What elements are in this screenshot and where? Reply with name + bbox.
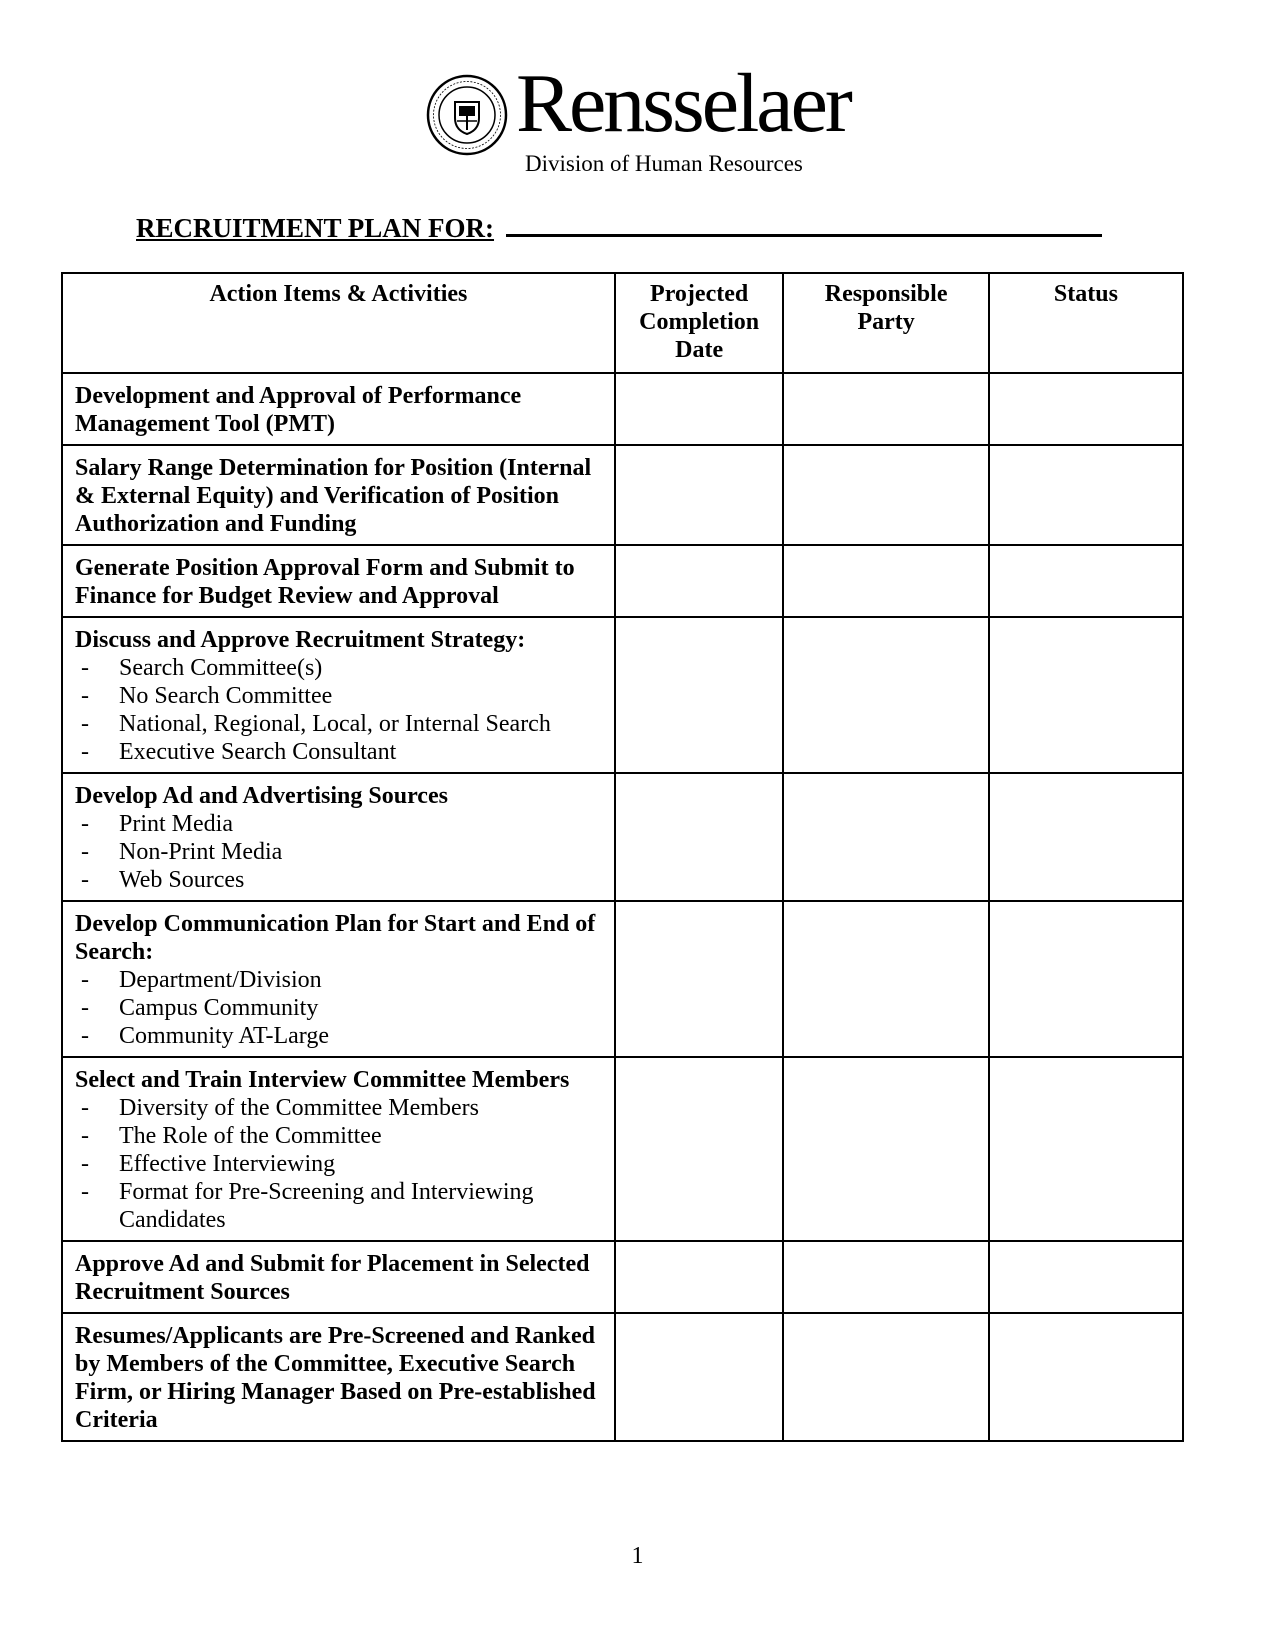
completion-date-cell[interactable] bbox=[615, 373, 784, 445]
action-item-title: Salary Range Determination for Position (Internal & External Equity) and Verification of Position Authorization and Funding bbox=[75, 455, 592, 537]
status-cell[interactable] bbox=[989, 617, 1183, 773]
activity-list bbox=[75, 1094, 604, 1234]
action-item-cell bbox=[62, 901, 615, 1057]
table-row bbox=[62, 445, 1183, 545]
action-item-cell bbox=[62, 445, 615, 545]
status-cell[interactable] bbox=[989, 1313, 1183, 1441]
action-item-cell bbox=[62, 545, 615, 617]
status-cell[interactable] bbox=[989, 773, 1183, 901]
action-item-cell bbox=[62, 1057, 615, 1241]
table-row bbox=[62, 617, 1183, 773]
completion-date-cell[interactable] bbox=[615, 445, 784, 545]
completion-date-cell[interactable] bbox=[615, 1313, 784, 1441]
action-item-cell bbox=[62, 617, 615, 773]
action-item-title: Develop Ad and Advertising Sources bbox=[75, 783, 448, 809]
list-item: - No Search Committee bbox=[75, 682, 604, 710]
table-row bbox=[62, 545, 1183, 617]
table-body bbox=[62, 373, 1183, 1441]
list-item: - Non-Print Media bbox=[75, 838, 604, 866]
action-item-title: Generate Position Approval Form and Submit to Finance for Budget Review and Approval bbox=[75, 555, 575, 609]
table-row bbox=[62, 1241, 1183, 1313]
plan-name-blank-line[interactable] bbox=[506, 210, 1102, 237]
responsible-party-cell[interactable] bbox=[783, 1241, 988, 1313]
completion-date-cell[interactable] bbox=[615, 545, 784, 617]
responsible-party-cell[interactable] bbox=[783, 545, 988, 617]
action-item-title: Develop Communication Plan for Start and End of Search: bbox=[75, 911, 596, 965]
list-item: - Effective Interviewing bbox=[75, 1150, 604, 1178]
list-item: - The Role of the Committee bbox=[75, 1122, 604, 1150]
rensselaer-wordmark: Rensselaer bbox=[516, 57, 850, 150]
responsible-party-cell[interactable] bbox=[783, 373, 988, 445]
table-row bbox=[62, 1057, 1183, 1241]
table-row bbox=[62, 373, 1183, 445]
action-item-cell bbox=[62, 373, 615, 445]
letterhead bbox=[0, 57, 1275, 180]
action-item-cell bbox=[62, 773, 615, 901]
list-item: - Department/Division bbox=[75, 966, 604, 994]
responsible-party-cell[interactable] bbox=[783, 901, 988, 1057]
action-item-title: Discuss and Approve Recruitment Strategy: bbox=[75, 627, 526, 653]
table-row bbox=[62, 773, 1183, 901]
division-name: Division of Human Resources bbox=[525, 151, 803, 176]
list-item: - Print Media bbox=[75, 810, 604, 838]
recruitment-plan-table bbox=[61, 272, 1184, 1442]
header-responsible-party: Responsible Party bbox=[783, 273, 988, 373]
list-item: - Community AT-Large bbox=[75, 1022, 604, 1050]
responsible-party-cell[interactable] bbox=[783, 1313, 988, 1441]
activity-list bbox=[75, 654, 604, 766]
header-status: Status bbox=[989, 273, 1183, 373]
activity-list bbox=[75, 810, 604, 894]
status-cell[interactable] bbox=[989, 1241, 1183, 1313]
action-item-title: Resumes/Applicants are Pre-Screened and Ranked by Members of the Committee, Executive Search Firm, or Hiring Manager Based on Pre-established Criteria bbox=[75, 1323, 596, 1433]
list-item: - Format for Pre-Screening and Interviewing Candidates bbox=[75, 1178, 604, 1234]
status-cell[interactable] bbox=[989, 901, 1183, 1057]
list-item: - Web Sources bbox=[75, 866, 604, 894]
table-row bbox=[62, 1313, 1183, 1441]
header-projected-completion-date: Projected Completion Date bbox=[615, 273, 784, 373]
action-item-title: Development and Approval of Performance Management Tool (PMT) bbox=[75, 383, 522, 437]
page-title bbox=[136, 210, 1102, 242]
activity-list bbox=[75, 966, 604, 1050]
responsible-party-cell[interactable] bbox=[783, 617, 988, 773]
status-cell[interactable] bbox=[989, 445, 1183, 545]
responsible-party-cell[interactable] bbox=[783, 445, 988, 545]
page-number: 1 bbox=[631, 1543, 644, 1569]
completion-date-cell[interactable] bbox=[615, 901, 784, 1057]
responsible-party-cell[interactable] bbox=[783, 1057, 988, 1241]
status-cell[interactable] bbox=[989, 545, 1183, 617]
list-item: - National, Regional, Local, or Internal Search bbox=[75, 710, 604, 738]
action-item-cell bbox=[62, 1241, 615, 1313]
status-cell[interactable] bbox=[989, 1057, 1183, 1241]
list-item: - Campus Community bbox=[75, 994, 604, 1022]
table-header-row bbox=[62, 273, 1183, 373]
responsible-party-cell[interactable] bbox=[783, 773, 988, 901]
completion-date-cell[interactable] bbox=[615, 1241, 784, 1313]
list-item: - Executive Search Consultant bbox=[75, 738, 604, 766]
table-row bbox=[62, 901, 1183, 1057]
list-item: - Diversity of the Committee Members bbox=[75, 1094, 604, 1122]
list-item: - Search Committee(s) bbox=[75, 654, 604, 682]
header-action-items: Action Items & Activities bbox=[62, 273, 615, 373]
status-cell[interactable] bbox=[989, 373, 1183, 445]
page-title-label: RECRUITMENT PLAN FOR: bbox=[136, 213, 495, 243]
completion-date-cell[interactable] bbox=[615, 617, 784, 773]
completion-date-cell[interactable] bbox=[615, 773, 784, 901]
institute-seal-icon bbox=[426, 74, 508, 156]
completion-date-cell[interactable] bbox=[615, 1057, 784, 1241]
action-item-title: Approve Ad and Submit for Placement in Selected Recruitment Sources bbox=[75, 1251, 590, 1305]
action-item-title: Select and Train Interview Committee Members bbox=[75, 1067, 570, 1093]
action-item-cell bbox=[62, 1313, 615, 1441]
